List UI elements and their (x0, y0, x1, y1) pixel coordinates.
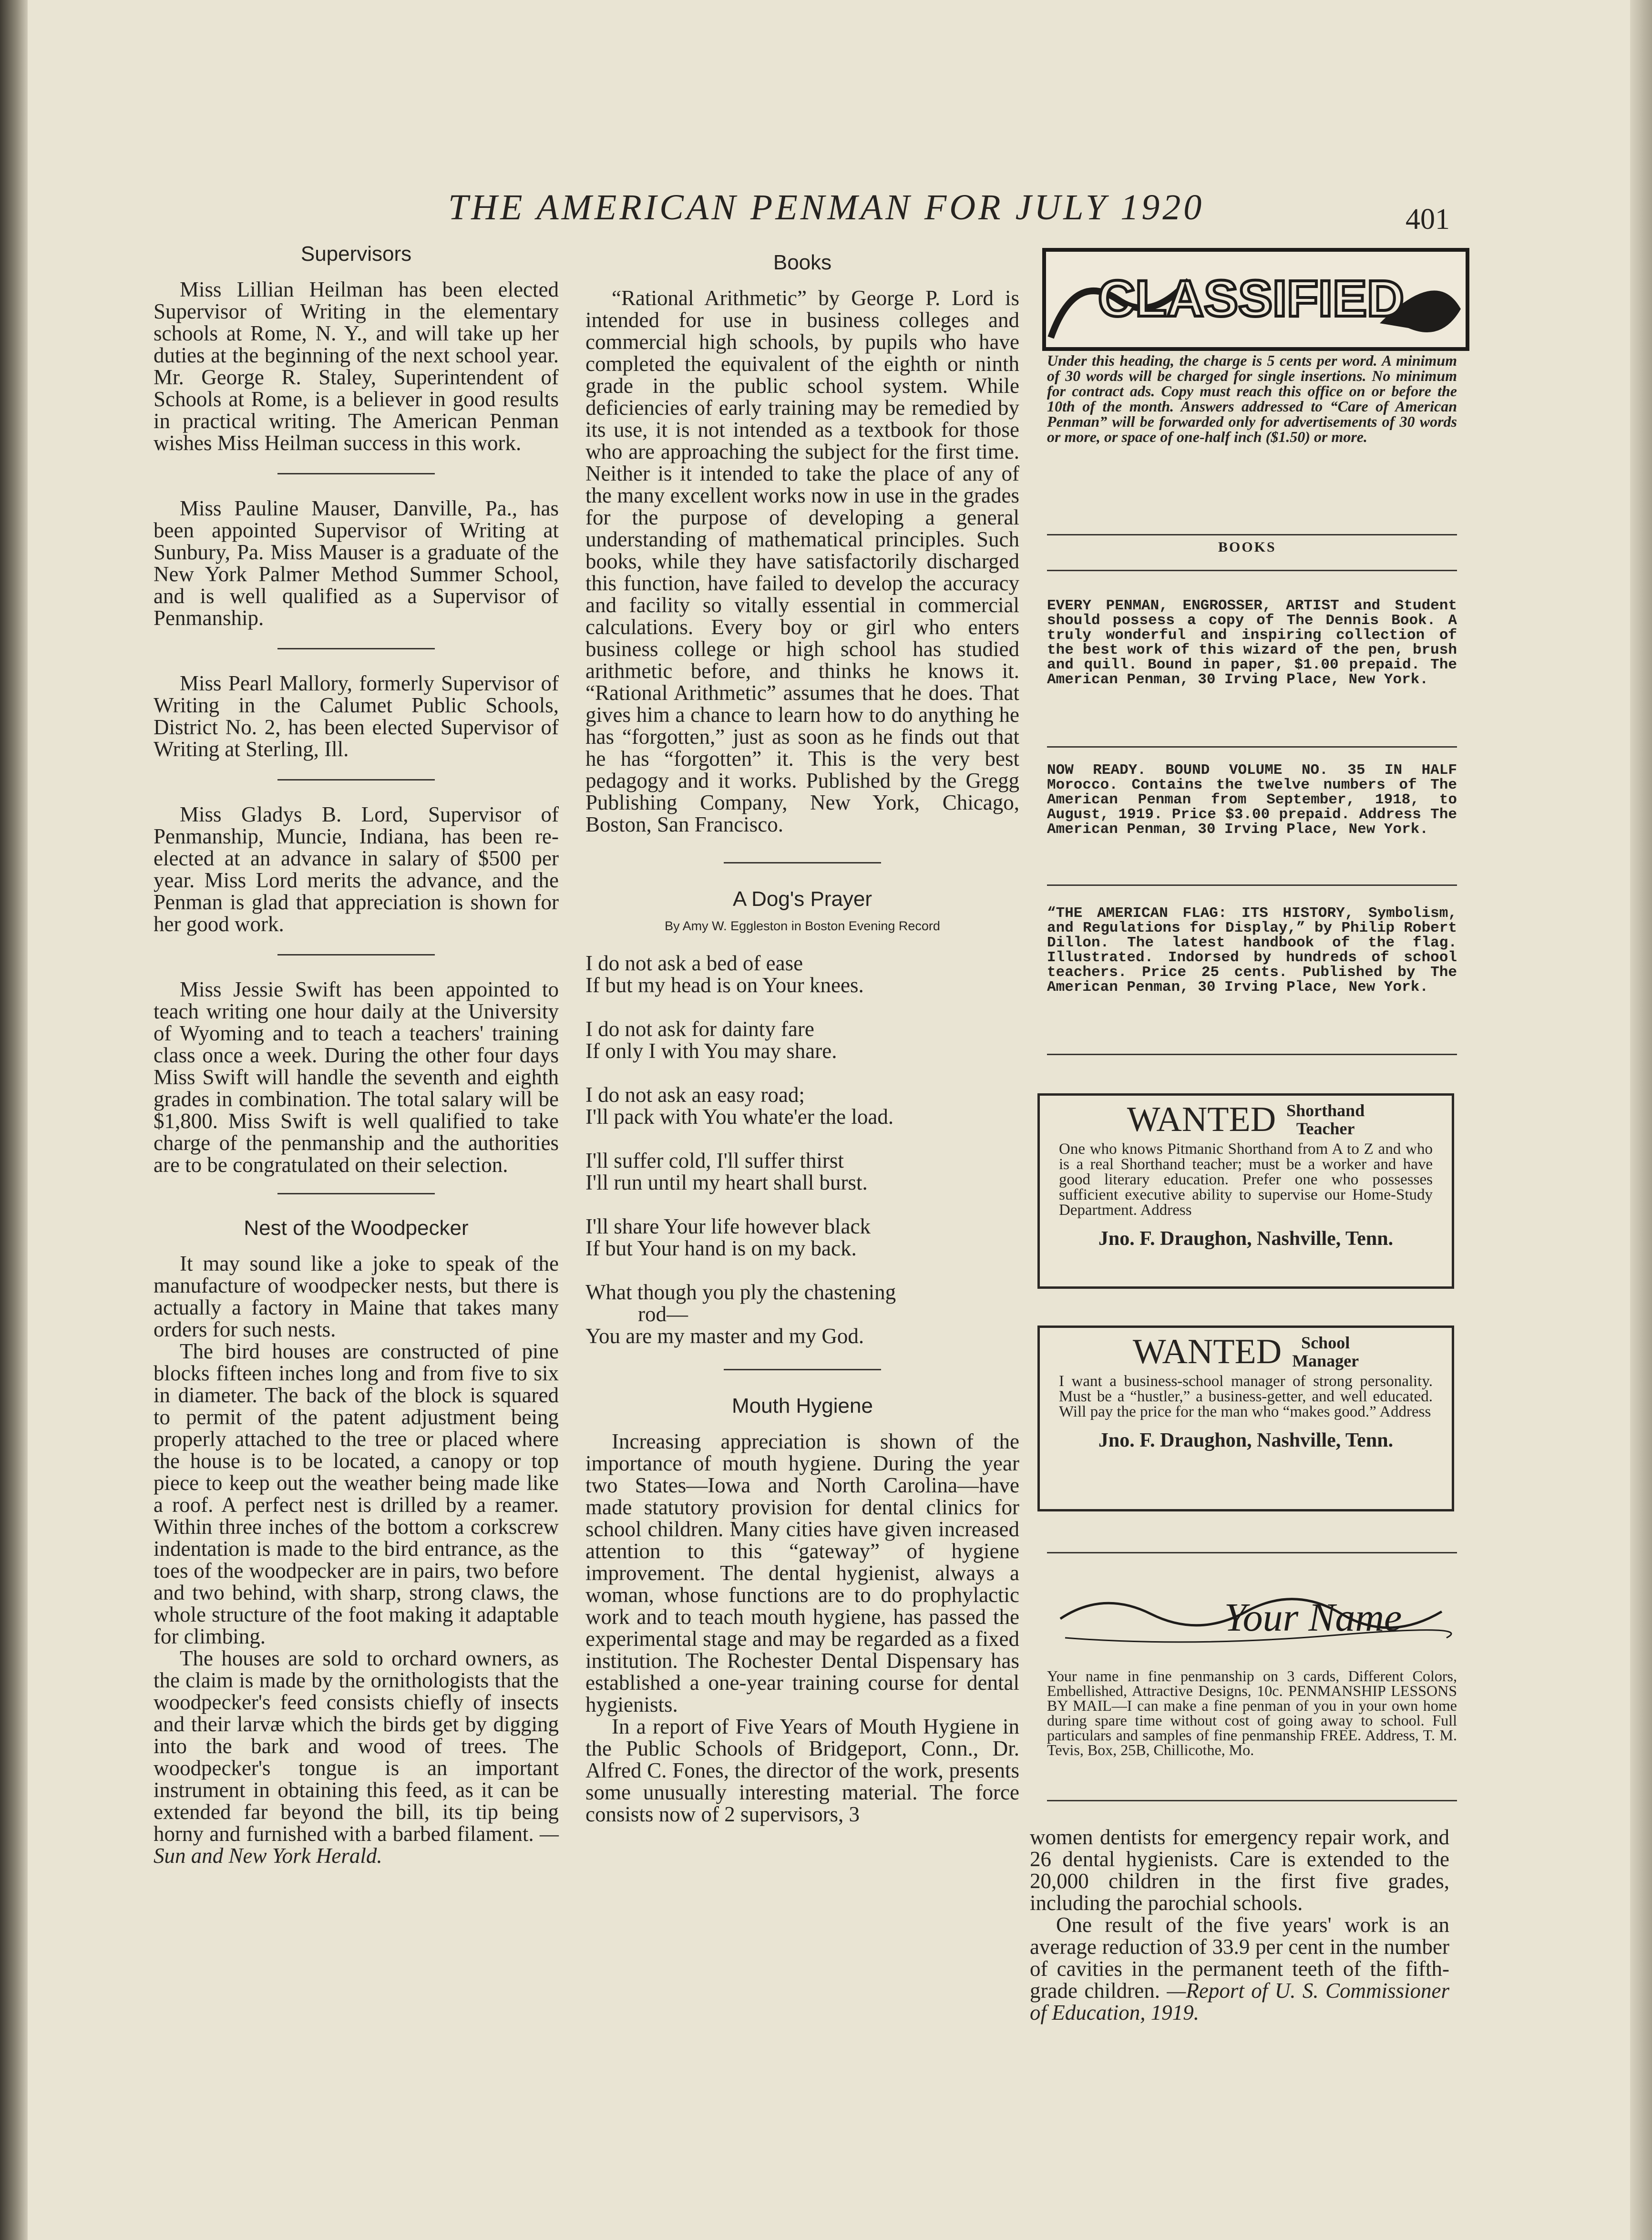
classified-ad: NOW READY. BOUND VOLUME NO. 35 IN HALF Morocco. Contains the twelve numbers of The American Penman from September, 1918, to August, 1919. Price $3.00 prepaid. Address The American Penman, 30 Irving Place, New York. (1047, 762, 1457, 838)
divider (1047, 1054, 1457, 1055)
divider (724, 1369, 881, 1370)
poem-stanza (585, 1150, 1019, 1193)
divider (277, 648, 435, 649)
poem-stanza (585, 1215, 1019, 1259)
column-middle (585, 252, 1019, 1825)
position-line: Teacher (1296, 1119, 1355, 1138)
paragraph (1030, 1914, 1449, 2024)
position-line: Shorthand (1286, 1101, 1365, 1120)
wanted-title: WANTED (1127, 1100, 1276, 1139)
poem-line: If but Your hand is on my back. (585, 1236, 857, 1260)
poem-line: You are my master and my God. (585, 1324, 864, 1348)
wanted-ad-school-manager (1037, 1326, 1454, 1511)
penmanship-signature-image (1046, 1585, 1456, 1647)
poem-line: I do not ask an easy road; (585, 1083, 805, 1107)
position-line: School (1301, 1333, 1350, 1352)
wanted-contact: Jno. F. Draughon, Nashville, Tenn. (1098, 1228, 1394, 1250)
poem-line: I do not ask for dainty fare (585, 1017, 814, 1041)
classified-banner (1042, 248, 1469, 351)
divider (277, 473, 435, 474)
divider (1047, 1552, 1457, 1553)
divider (277, 779, 435, 781)
wanted-position (1292, 1334, 1359, 1370)
paragraph (154, 1647, 559, 1867)
divider (1047, 534, 1457, 535)
paragraph: Miss Pearl Mallory, formerly Supervisor of Writing in the Calumet Public Schools, District No. 2, has been elected Supervisor of Writing at Sterling, Ill. (154, 671, 559, 761)
section-heading-supervisors: Supervisors (300, 242, 412, 266)
poem-line: I'll run until my heart shall burst. (585, 1171, 868, 1194)
poem-stanza (585, 952, 1019, 996)
poem-stanza (585, 1281, 1019, 1347)
paragraph-text: One result of the five years' work is an average reduction of 33.9 per cent in the number of cavities in the permanent teeth of the fifth-grade children. (1030, 1913, 1449, 2003)
poem-line: rod— (638, 1302, 688, 1326)
paragraph: Increasing appreciation is shown of the importance of mouth hygiene. During the year two States—Iowa and North Carolina—have made statutory provision for dental clinics for school children. Many cities have given increased attention to this “gateway” of hygiene improvement. The dental hygienist, always a woman, whose functions are to do prophylactic work and to teach mouth hygiene, has passed the experimental stage and may be regarded as a fixed institution. The Rochester Dental Dispensary has established a one-year training course for dental hygienists. (585, 1429, 1019, 1716)
classified-ad: “THE AMERICAN FLAG: ITS HISTORY, Symbolism, and Regulations for Display,” by Philip Robert Dillon. The latest handbook of the flag. Illustrated. Indorsed by hundreds of school teachers. Price 25 cents. Published by The American Penman, 30 Irving Place, New York. (1047, 905, 1457, 996)
section-heading-mouth-hygiene: Mouth Hygiene (732, 1394, 873, 1418)
poem-line: I'll share Your life however black (585, 1214, 871, 1238)
signature-text: Your Name (1224, 1595, 1402, 1640)
divider (277, 1193, 435, 1194)
column-right-continuation (1030, 1826, 1449, 2024)
paragraph: The bird houses are constructed of pine blocks fifteen inches long and from five to six in diameter. The back of the block is squared to permit of the patent adjustment being properly attached to the tree or placed where the house is to be located, a canopy or top piece to keep out the weather being made like a roof. A perfect nest is drilled by a reamer. Within three inches of the bottom a corkscrew indentation is made to the bird entrance, as the toes of the woodpecker are in pairs, two before and two behind, with sharp, strong claws, the whole structure of the foot making it adaptable for climbing. (154, 1339, 559, 1648)
paragraph: It may sound like a joke to speak of the manufacture of woodpecker nests, but there is actually a factory in Maine that takes many orders for such nests. (154, 1252, 559, 1341)
position-line: Manager (1292, 1351, 1359, 1370)
poem-line: I'll pack with You whate'er the load. (585, 1105, 894, 1129)
poem-stanza (585, 1018, 1019, 1062)
poem-line: I'll suffer cold, I'll suffer thirst (585, 1149, 844, 1172)
column-left (154, 243, 559, 1867)
classified-ad: EVERY PENMAN, ENGROSSER, ARTIST and Student should possess a copy of The Dennis Book. A truly wonderful and inspiring collection of the best work of this wizard of the pen, brush and quill. Bound in paper, $1.00 prepaid. The American Penman, 30 Irving Place, New York. (1047, 597, 1457, 688)
classified-rates-note: Under this heading, the charge is 5 cents per word. A minimum of 30 words will be charged for single insertions. No minimum for contract ads. Copy must reach this office on or before the 10th of the month. Answers addressed to “Care of American Penman” will be forwarded only for advertisements of 30 words or more, or space of one-half inch ($1.50) or more. (1047, 352, 1457, 445)
category-label-books: BOOKS (1218, 539, 1276, 555)
divider (277, 954, 435, 956)
poem-line: I do not ask a bed of ease (585, 951, 803, 975)
paragraph: “Rational Arithmetic” by George P. Lord is intended for use in business colleges and commercial high schools, by pupils who have completed the equivalent of the eighth or ninth grade in the public school system. While deficiencies of early training may be remedied by its use, it is not intended as a textbook for those who are approaching the subject for the first time. Neither is it intended to take the place of any of the many excellent works now in use in the grades for the purpose of developing a general understanding of mathematical principles. Such books, while they have satisfactorily discharged this function, have failed to develop the accuracy and facility so vitally essential in commercial calculations. Every boy or girl who enters business college or high school has studied arithmetic before, and thinks he knows it. “Rational Arithmetic” assumes that he does. That gives him a chance to learn how to do anything he has “forgotten,” just as soon as he finds out that he has “forgotten” it. This is the very best pedagogy and it works. Published by the Gregg Publishing Company, New York, Chicago, Boston, San Francisco. (585, 286, 1019, 836)
poem (585, 952, 1019, 1347)
paragraph: Miss Lillian Heilman has been elected Supervisor of Writing in the elementary schools at Rome, N. Y., and will take up her duties at the beginning of the next school year. Mr. George R. Staley, Superintendent of Schools at Rome, is a believer in good results in practical writing. The American Penman wishes Miss Heilman success in this work. (154, 277, 559, 455)
wanted-ad-shorthand-teacher (1037, 1093, 1454, 1289)
paragraph: Miss Pauline Mauser, Danville, Pa., has been appointed Supervisor of Writing at Sunbury, Pa. Miss Mauser is a graduate of the New York Palmer Method Summer School, and is well qualified as a Supervisor of Penmanship. (154, 496, 559, 630)
paragraph: In a report of Five Years of Mouth Hygiene in the Public Schools of Bridgeport, Conn., Dr. Alfred C. Fones, the director of the work, presents some unusually interesting material. The force consists now of 2 supervisors, 3 (585, 1715, 1019, 1826)
paragraph-text: The houses are sold to orchard owners, as the claim is made by the ornithologists that the woodpecker's feed consists chiefly of insects and their larvæ which the birds get by digging into the bark and wood of trees. The woodpecker's tongue is an important instrument in obtaining this feed, as it can be extended far beyond the bill, its tip being horny and furnished with a barbed filament. (154, 1646, 559, 1846)
divider (1047, 746, 1457, 748)
running-title: THE AMERICAN PENMAN FOR JULY 1920 (448, 187, 1205, 227)
banner-title: CLASSIFIED (1098, 269, 1405, 327)
source-credit: —Sun and New York Herald. (154, 1822, 559, 1868)
wanted-title: WANTED (1132, 1332, 1282, 1371)
wanted-contact: Jno. F. Draughon, Nashville, Tenn. (1098, 1429, 1394, 1451)
section-heading-dogs-prayer: A Dog's Prayer (732, 887, 872, 911)
poem-line: If only I with You may share. (585, 1039, 837, 1063)
wanted-body: One who knows Pitmanic Shorthand from A to Z and who is a real Shorthand teacher; must be a worker and have good literary education. Prefer one who possesses sufficient executive ability to supervise our Home-Study Department. Address (1059, 1141, 1433, 1219)
divider (1047, 884, 1457, 886)
section-heading-books: Books (773, 251, 832, 274)
book-spine-shadow (0, 0, 28, 2240)
divider (1047, 570, 1457, 571)
divider (1047, 1800, 1457, 1801)
poem-line: If but my head is on Your knees. (585, 973, 864, 997)
source-credit: —Report of U. S. Commissioner of Education, 1919. (1030, 1979, 1450, 2024)
page-number: 401 (1406, 203, 1450, 236)
poem-stanza (585, 1084, 1019, 1128)
section-heading-woodpecker: Nest of the Woodpecker (244, 1216, 469, 1240)
byline: By Amy W. Eggleston in Boston Evening Record (665, 919, 940, 933)
tevis-ad: Your name in fine penmanship on 3 cards, Different Colors, Embellished, Attractive Designs, 10c. PENMANSHIP LESSONS BY MAIL—I can make a fine penman of you in your own home during spare time without cost of going away to school. Full particulars and samples of fine penmanship FREE. Address, T. M. Tevis, Box, 25B, Chillicothe, Mo. (1047, 1667, 1457, 1758)
wanted-body: I want a business-school manager of strong personality. Must be a “hustler,” a business-getter, and well educated. Will pay the price for the man who “makes good.” Address (1059, 1373, 1433, 1420)
paragraph: Miss Gladys B. Lord, Supervisor of Penmanship, Muncie, Indiana, has been re-elected at an advance in salary of $500 per year. Miss Lord merits the advance, and the Penman is glad that appreciation is shown for her good work. (154, 802, 559, 936)
divider (724, 862, 881, 863)
paragraph: Miss Jessie Swift has been appointed to teach writing one hour daily at the University of Wyoming and to teach a teachers' training class once a week. During the other four days Miss Swift will handle the seventh and eighth grades in combination. The total salary will be $1,800. Miss Swift is well qualified to take charge of the penmanship and the authorities are to be congratulated on their selection. (154, 977, 559, 1177)
page-edge (1630, 0, 1652, 2240)
classified-banner-art (1046, 252, 1466, 347)
paragraph: women dentists for emergency repair work, and 26 dental hygienists. Care is extended to the 20,000 children in the first five grades, including the parochial schools. (1030, 1825, 1449, 1915)
poem-line: What though you ply the chastening (585, 1280, 896, 1304)
wanted-position (1286, 1101, 1365, 1138)
